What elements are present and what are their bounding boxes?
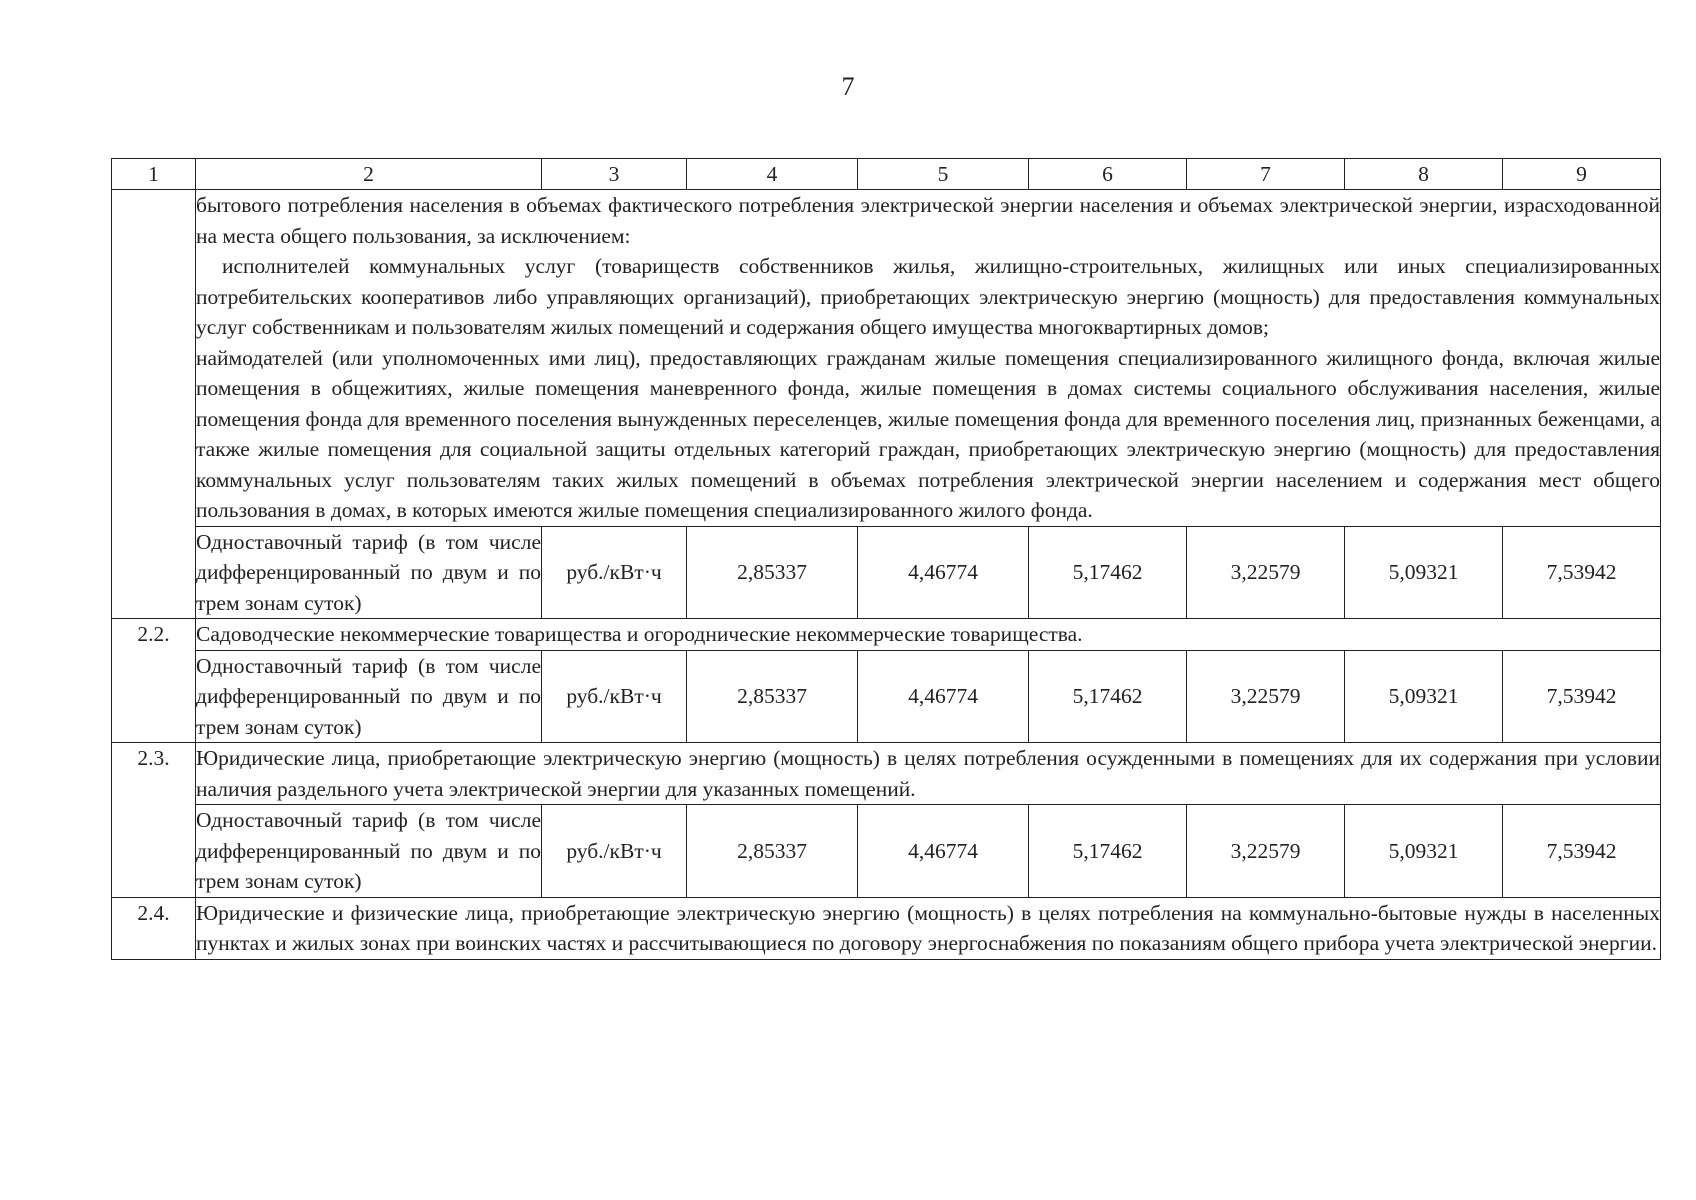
column-header: 2 <box>196 159 542 190</box>
section-row <box>112 897 1661 959</box>
description-paragraph: Садоводческие некоммерческие товарищества и огороднические некоммерческие товарищества. <box>196 622 1083 646</box>
tariff-value: 5,17462 <box>1029 650 1187 743</box>
column-header: 1 <box>112 159 196 190</box>
tariff-value: 5,09321 <box>1345 650 1503 743</box>
column-header: 5 <box>858 159 1029 190</box>
tariff-name: Одноставочный тариф (в том числе дифференцированный по двум и по трем зонам суток) <box>196 526 542 619</box>
tariff-value: 4,46774 <box>858 650 1029 743</box>
tariff-value: 7,53942 <box>1503 526 1661 619</box>
section-number: 2.4. <box>112 897 196 959</box>
tariff-value: 2,85337 <box>687 526 858 619</box>
tariff-value: 5,17462 <box>1029 805 1187 898</box>
description-paragraph: Юридические лица, приобретающие электрическую энергию (мощность) в целях потребления осужденными в помещениях для их содержания при условии наличия раздельного учета электрической энергии для указанных помещений. <box>196 746 1660 801</box>
section-description <box>196 190 1661 527</box>
section-row <box>112 619 1661 651</box>
description-paragraph: исполнителей коммунальных услуг (товариществ собственников жилья, жилищно-строительных, жилищных или иных специализированных потребительских кооперативов либо управляющих организаций), приобретающих электрическую энергию (мощность) для предоставления коммунальных услуг собственникам и пользователям жилых помещений и содержания общего имущества многоквартирных домов; <box>196 254 1660 339</box>
tariff-value: 5,09321 <box>1345 526 1503 619</box>
column-header: 8 <box>1345 159 1503 190</box>
tariff-value: 3,22579 <box>1187 526 1345 619</box>
tariff-value: 4,46774 <box>858 526 1029 619</box>
tariff-row <box>112 805 1661 898</box>
tariff-value: 3,22579 <box>1187 650 1345 743</box>
section-number <box>112 190 196 619</box>
section-description <box>196 619 1661 651</box>
tariff-unit: руб./кВт·ч <box>542 650 687 743</box>
tariff-unit: руб./кВт·ч <box>542 526 687 619</box>
description-paragraph: наймодателей (или уполномоченных ими лиц), предоставляющих гражданам жилые помещения специализированного жилищного фонда, включая жилые помещения в общежитиях, жилые помещения маневренного фонда, жилые помещения в домах системы социального обслуживания населения, жилые помещения фонда для временного поселения вынужденных переселенцев, жилые помещения фонда для временного поселения лиц, признанных беженцами, а также жилые помещения для социальной защиты отдельных категорий граждан, приобретающих электрическую энергию (мощность) для предоставления коммунальных услуг пользователям таких жилых помещений в объемах потребления электрической энергии населением и содержания мест общего пользования в домах, в которых имеются жилые помещения специализированного жилого фонда. <box>196 345 1660 522</box>
section-number: 2.2. <box>112 619 196 743</box>
column-header: 3 <box>542 159 687 190</box>
tariff-unit: руб./кВт·ч <box>542 805 687 898</box>
tariff-row <box>112 650 1661 743</box>
column-header: 7 <box>1187 159 1345 190</box>
tariff-value: 2,85337 <box>687 805 858 898</box>
tariff-row <box>112 526 1661 619</box>
tariff-value: 3,22579 <box>1187 805 1345 898</box>
tariff-value: 7,53942 <box>1503 650 1661 743</box>
tariff-table <box>111 158 1661 960</box>
section-description <box>196 897 1661 959</box>
column-header: 6 <box>1029 159 1187 190</box>
section-row <box>112 190 1661 527</box>
description-paragraph: Юридические и физические лица, приобретающие электрическую энергию (мощность) в целях потребления на коммунально-бытовые нужды в населенных пунктах и жилых зонах при воинских частях и рассчитывающиеся по договору энергоснабжения по показаниям общего прибора учета электрической энергии. <box>196 900 1660 955</box>
tariff-name: Одноставочный тариф (в том числе дифференцированный по двум и по трем зонам суток) <box>196 805 542 898</box>
section-number: 2.3. <box>112 743 196 898</box>
column-header: 9 <box>1503 159 1661 190</box>
tariff-value: 7,53942 <box>1503 805 1661 898</box>
tariff-value: 2,85337 <box>687 650 858 743</box>
header-row <box>112 159 1661 190</box>
tariff-value: 5,09321 <box>1345 805 1503 898</box>
page-number: 7 <box>841 72 855 101</box>
description-paragraph: бытового потребления населения в объемах фактического потребления электрической энергии населения и объемах электрической энергии, израсходованной на места общего пользования, за исключением: <box>196 193 1660 248</box>
column-header: 4 <box>687 159 858 190</box>
tariff-name: Одноставочный тариф (в том числе дифференцированный по двум и по трем зонам суток) <box>196 650 542 743</box>
tariff-value: 5,17462 <box>1029 526 1187 619</box>
section-description <box>196 743 1661 805</box>
section-row <box>112 743 1661 805</box>
tariff-value: 4,46774 <box>858 805 1029 898</box>
